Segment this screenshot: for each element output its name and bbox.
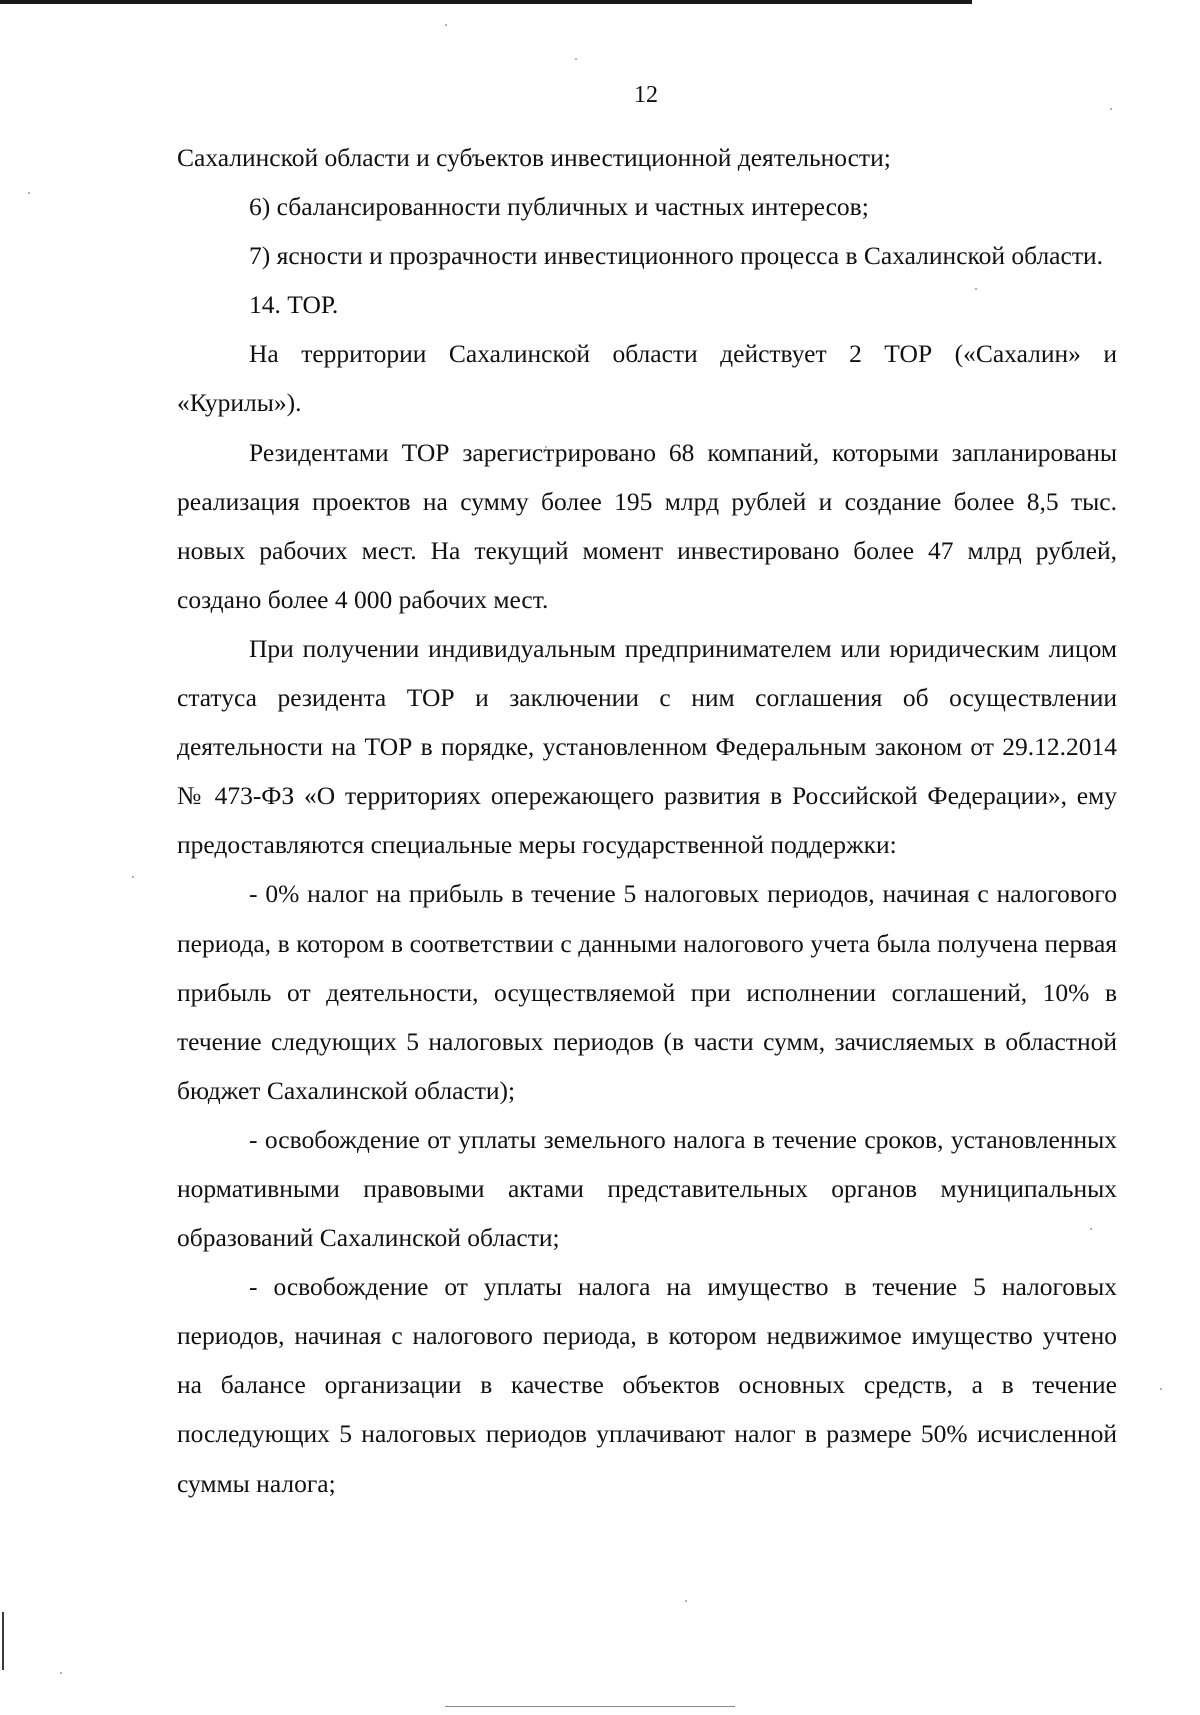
document-body <box>177 133 1117 1508</box>
list-item-transparency: 7) ясности и прозрачности инвестиционного процесса в Сахалинской области. <box>249 241 1103 271</box>
list-item-property-tax: - освобождение от уплаты налога на имущество в течение 5 налоговых периодов, начиная с налогового периода, в котором недвижимое имущество учтено на балансе организации в качестве объектов основных средств, а в течение последующих 5 налоговых периодов уплачивают налог в размере 50% исчисленной суммы налога; <box>177 1272 1117 1498</box>
scan-border-bottom <box>445 1706 735 1707</box>
paragraph-resident-status: При получении индивидуальным предпринимателем или юридическим лицом статуса резидента ТОР и заключении с ним соглашения об осуществлении деятельности на ТОР в порядке, установленном Федеральным законом от 29.12.2014 № 473-ФЗ «О территориях опережающего развития в Российской Федерации», ему предоставляются специальные меры государственной поддержки: <box>177 633 1117 860</box>
scan-speck <box>28 192 30 194</box>
scan-speck <box>575 58 577 60</box>
list-item-profit-tax: - 0% налог на прибыль в течение 5 налоговых периодов, начиная с налогового периода, в котором в соответствии с данными налогового учета была получена первая прибыль от деятельности, осуществляемой при исполнении соглашений, 10% в течение следующих 5 налоговых периодов (в части сумм, зачисляемых в областной бюджет Сахалинской области); <box>177 879 1117 1105</box>
list-item-land-tax: - освобождение от уплаты земельного налога в течение сроков, установленных нормативными правовыми актами представительных органов муниципальных образований Сахалинской области; <box>177 1124 1117 1253</box>
paragraph-continuation: Сахалинской области и субъектов инвестиционной деятельности; <box>177 143 891 172</box>
scan-speck <box>685 1600 687 1602</box>
page-number: 12 <box>634 82 658 108</box>
paragraph-tor-residents: Резидентами ТОР зарегистрировано 68 компаний, которыми запланированы реализация проектов на сумму более 195 млрд рублей и создание более 8,5 тыс. новых рабочих мест. На текущий момент инвестировано более 47 млрд рублей, создано более 4 000 рабочих мест. <box>177 437 1117 614</box>
scan-speck <box>445 24 447 26</box>
scan-border-top <box>0 0 972 4</box>
scan-speck <box>132 876 134 878</box>
section-heading-tor: 14. ТОР. <box>249 290 339 320</box>
paragraph-tor-count: На территории Сахалинской области действует 2 ТОР («Сахалин» и «Курилы»). <box>177 339 1117 418</box>
scan-speck <box>60 1672 62 1674</box>
list-item-balance: 6) сбалансированности публичных и частных интересов; <box>249 192 869 222</box>
scan-border-left <box>2 1612 4 1670</box>
scan-speck <box>1160 1388 1162 1390</box>
